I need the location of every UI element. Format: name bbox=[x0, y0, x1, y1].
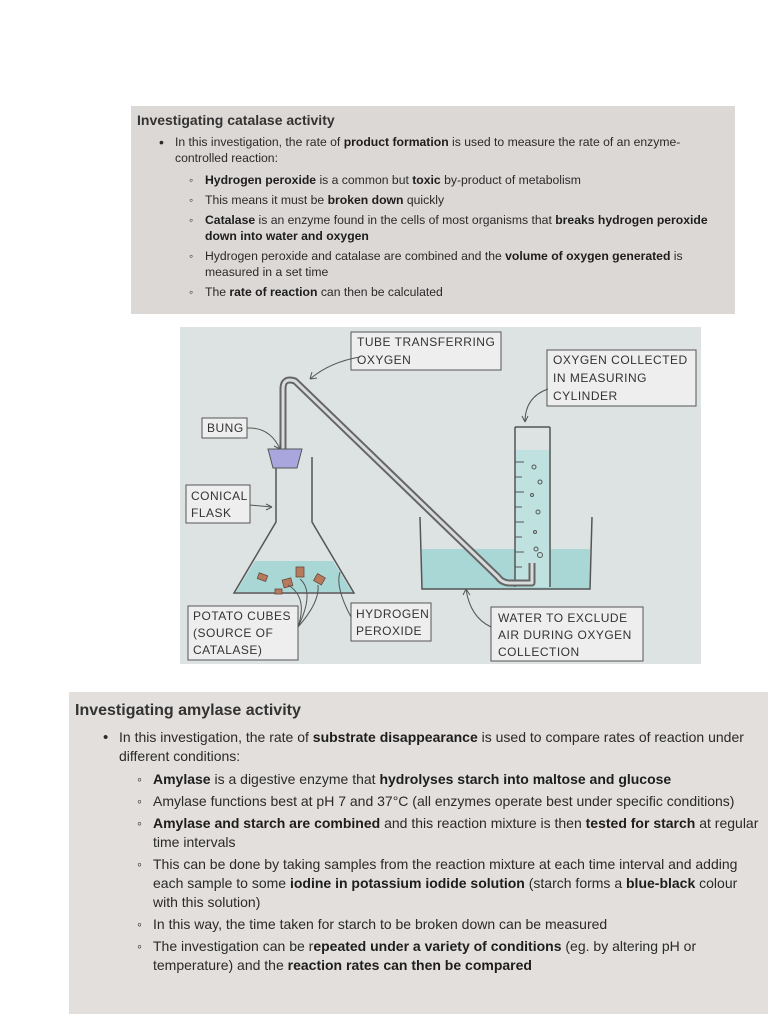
apparatus-svg bbox=[180, 327, 701, 664]
flask-label-line-1: CONICAL bbox=[191, 489, 248, 503]
potato-label-line-3: CATALASE) bbox=[193, 643, 263, 657]
bung-label: BUNG bbox=[207, 421, 244, 435]
peroxide-label-line-1: HYDROGEN bbox=[356, 607, 430, 621]
catalase-heading: Investigating catalase activity bbox=[137, 112, 335, 128]
peroxide-label-line-2: PEROXIDE bbox=[356, 624, 423, 638]
amylase-sub-item: ◦ Amylase is a digestive enzyme that hydrolyses starch into maltose and glucose bbox=[75, 770, 762, 789]
oxygen-label-line-1: OXYGEN COLLECTED bbox=[553, 353, 688, 367]
tube-label-line-2: OXYGEN bbox=[357, 353, 412, 367]
catalase-sub-item: ◦ Hydrogen peroxide and catalase are combined and the volume of oxygen generated is measured in a set time bbox=[137, 248, 729, 280]
catalase-bullet-main: • In this investigation, the rate of product formation is used to measure the rate of an enzyme-controlled reaction: bbox=[137, 134, 729, 166]
catalase-section bbox=[131, 106, 735, 314]
catalase-list bbox=[137, 134, 729, 166]
water-label-line-3: COLLECTION bbox=[498, 645, 580, 659]
flask-liquid bbox=[236, 561, 352, 592]
catalase-sub-item: ◦ This means it must be broken down quickly bbox=[137, 192, 729, 208]
potato-label-line-1: POTATO CUBES bbox=[193, 609, 292, 623]
amylase-bullet-main: • In this investigation, the rate of substrate disappearance is used to compare rates of reaction under different conditions: bbox=[75, 728, 762, 766]
amylase-sub-item: ◦ Amylase and starch are combined and this reaction mixture is then tested for starch at regular time intervals bbox=[75, 814, 762, 852]
amylase-sub-item: ◦ This can be done by taking samples from the reaction mixture at each time interval and adding each sample to some iodine in potassium iodide solution (starch forms a blue-black colour with this solution) bbox=[75, 855, 762, 912]
potato-label-line-2: (SOURCE OF bbox=[193, 626, 274, 640]
catalase-apparatus-diagram bbox=[180, 327, 701, 664]
catalase-sub-item: ◦ The rate of reaction can then be calculated bbox=[137, 284, 729, 300]
bung bbox=[268, 449, 302, 468]
amylase-heading: Investigating amylase activity bbox=[75, 702, 301, 719]
water-label-line-2: AIR DURING OXYGEN bbox=[498, 628, 632, 642]
amylase-sub-item: ◦ The investigation can be repeated under a variety of conditions (eg. by altering pH or temperature) and the reaction rates can then be compared bbox=[75, 937, 762, 975]
amylase-sub-item: ◦ Amylase functions best at pH 7 and 37°C (all enzymes operate best under specific conditions) bbox=[75, 792, 762, 811]
oxygen-label-line-2: IN MEASURING bbox=[553, 371, 648, 385]
flask-label-line-2: FLASK bbox=[191, 506, 232, 520]
amylase-sub-item: ◦ In this way, the time taken for starch to be broken down can be measured bbox=[75, 915, 762, 934]
amylase-section bbox=[69, 692, 768, 1014]
water-label-line-1: WATER TO EXCLUDE bbox=[498, 611, 628, 625]
catalase-sub-item: ◦ Hydrogen peroxide is a common but toxic by-product of metabolism bbox=[137, 172, 729, 188]
tube-label-line-1: TUBE TRANSFERRING bbox=[357, 335, 496, 349]
catalase-sublist bbox=[137, 172, 729, 300]
amylase-sublist bbox=[75, 770, 762, 975]
oxygen-label-line-3: CYLINDER bbox=[553, 389, 618, 403]
amylase-list bbox=[75, 728, 762, 766]
catalase-sub-item: ◦ Catalase is an enzyme found in the cells of most organisms that breaks hydrogen peroxide down into water and oxygen bbox=[137, 212, 729, 244]
